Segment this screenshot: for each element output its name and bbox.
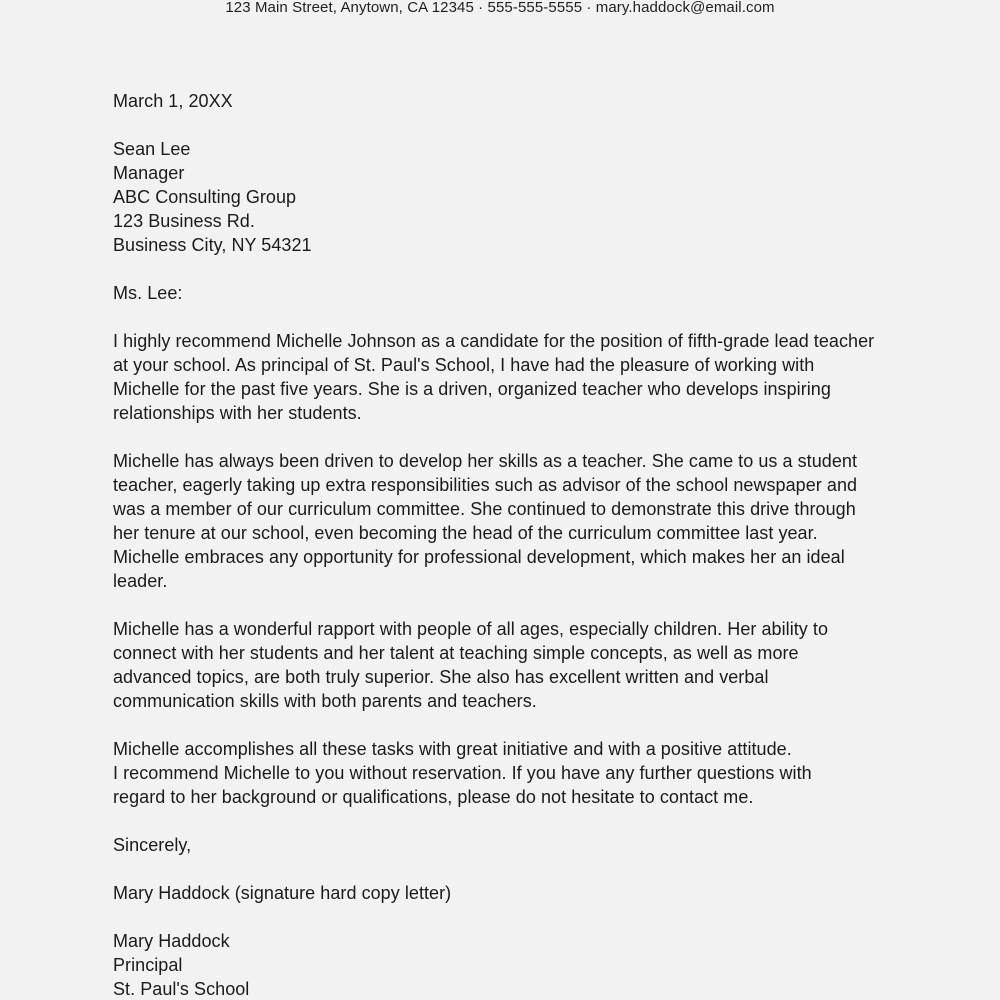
paragraph-line: was a member of our curriculum committee. She continued to demonstrate this drive through — [113, 499, 856, 519]
spacer — [113, 905, 893, 929]
paragraph-1 — [113, 329, 893, 425]
spacer — [113, 593, 893, 617]
paragraph-line: relationships with her students. — [113, 403, 362, 423]
spacer — [113, 809, 893, 833]
spacer — [113, 113, 893, 137]
spacer — [113, 257, 893, 281]
paragraph-line: teacher, eagerly taking up extra responsibilities such as advisor of the school newspaper and — [113, 475, 858, 495]
paragraph-2 — [113, 449, 893, 593]
letter-body — [113, 89, 893, 1000]
spacer — [113, 425, 893, 449]
paragraph-line: leader. — [113, 571, 168, 591]
paragraph-line: Michelle embraces any opportunity for professional development, which makes her an ideal — [113, 547, 845, 567]
paragraph-line: Michelle has always been driven to develop her skills as a teacher. She came to us a student — [113, 451, 858, 471]
closing: Sincerely, — [113, 835, 192, 855]
letter-date: March 1, 20XX — [113, 91, 233, 111]
salutation: Ms. Lee: — [113, 283, 183, 303]
sender-name: Mary Haddock — [113, 931, 230, 951]
paragraph-line: her tenure at our school, even becoming the head of the curriculum committee last year. — [113, 523, 818, 543]
paragraph-line: regard to her background or qualifications, please do not hesitate to contact me. — [113, 787, 754, 807]
recipient-title: Manager — [113, 163, 185, 183]
spacer — [113, 713, 893, 737]
recipient-street: 123 Business Rd. — [113, 211, 255, 231]
paragraph-line: I highly recommend Michelle Johnson as a candidate for the position of fifth-grade lead teacher — [113, 331, 875, 351]
spacer — [113, 857, 893, 881]
recipient-name: Sean Lee — [113, 139, 191, 159]
sender-title: Principal — [113, 955, 183, 975]
paragraph-line: Michelle accomplishes all these tasks with great initiative and with a positive attitude. — [113, 739, 792, 759]
signature-note: Mary Haddock (signature hard copy letter) — [113, 883, 452, 903]
sender-block — [113, 929, 893, 1000]
paragraph-line: I recommend Michelle to you without reservation. If you have any further questions with — [113, 763, 812, 783]
paragraph-line: connect with her students and her talent at teaching simple concepts, as well as more — [113, 643, 799, 663]
paragraph-line: advanced topics, are both truly superior. She also has excellent written and verbal — [113, 667, 769, 687]
paragraph-line: communication skills with both parents and teachers. — [113, 691, 537, 711]
recipient-company: ABC Consulting Group — [113, 187, 297, 207]
sender-contact-line: 123 Main Street, Anytown, CA 12345 · 555-555-5555 · mary.haddock@email.com — [225, 0, 775, 16]
recipient-city: Business City, NY 54321 — [113, 235, 312, 255]
paragraph-line: at your school. As principal of St. Paul's School, I have had the pleasure of working with — [113, 355, 815, 375]
paragraph-line: Michelle for the past five years. She is a driven, organized teacher who develops inspiring — [113, 379, 831, 399]
spacer — [113, 305, 893, 329]
paragraph-4 — [113, 737, 893, 809]
paragraph-line: Michelle has a wonderful rapport with people of all ages, especially children. Her ability to — [113, 619, 829, 639]
recipient-address — [113, 137, 893, 257]
sender-organization: St. Paul's School — [113, 979, 250, 999]
paragraph-3 — [113, 617, 893, 713]
